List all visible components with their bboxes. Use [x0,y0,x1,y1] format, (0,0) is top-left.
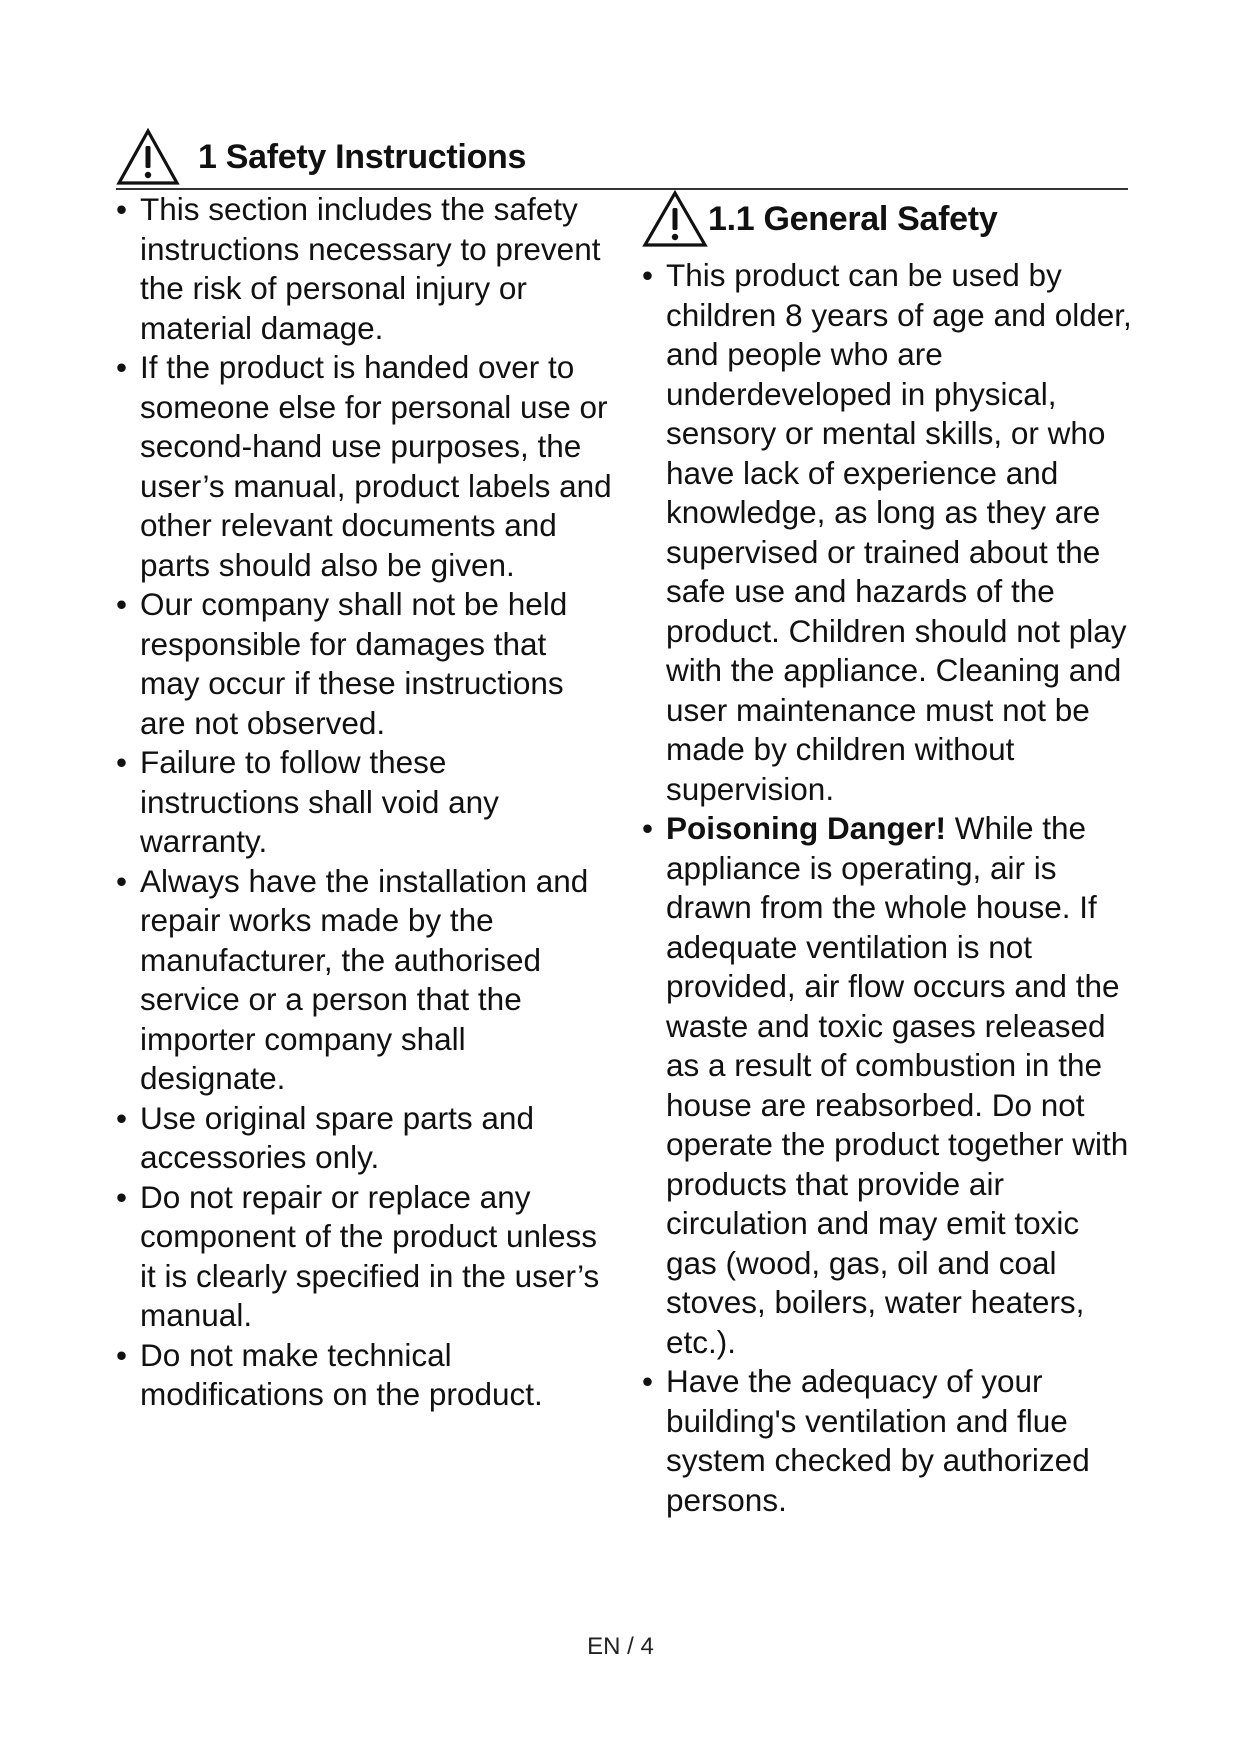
page-number: EN / 4 [587,1633,654,1660]
list-item: • If the product is handed over to someone else for personal use or second-hand use purposes, the user’s manual, product labels and other relevant documents and parts should also be given. [116,348,612,585]
list-item [642,809,1132,1362]
list-item: • Do not repair or replace any component of the product unless it is clearly specified in the user’s manual. [116,1178,612,1336]
subsection-header [642,190,1132,256]
left-bullet-list [116,190,612,1415]
subsection-title: 1.1 General Safety [708,200,998,238]
list-item [642,256,1132,809]
warning-triangle-icon [642,190,708,248]
list-item: • Always have the installation and repair works made by the manufacturer, the authorised service or a person that the importer company shall designate. [116,862,612,1099]
list-item: • Use original spare parts and accessories only. [116,1099,612,1178]
section-title: 1 Safety Instructions [198,138,527,176]
right-bullet-list [642,256,1132,1520]
list-item: • This section includes the safety instructions necessary to prevent the risk of personal injury or material damage. [116,190,612,348]
list-item-text: While the appliance is operating, air is drawn from the whole house. If adequate ventilation is not provided, air flow occurs and the waste and toxic gases released as a result of combustion in the house are reabsorbed. Do not operate the product together with products that provide air circulation and may emit toxic gas (wood, gas, oil and coal stoves, boilers, water heaters, etc.). [666,810,1129,1360]
list-item: • Do not make technical modifications on the product. [116,1336,612,1415]
left-column [116,190,612,1415]
list-item-text: This product can be used by children 8 years of age and older, and people who are underdeveloped in physical, sensory or mental skills, or who have lack of experience and knowledge, as long as they are supervised or trained about the safe use and hazards of the product. Children should not play with the appliance. Cleaning and user maintenance must not be made by children without supervision. [666,257,1132,807]
section-header [116,128,1128,190]
list-item: • Our company shall not be held responsible for damages that may occur if these instructions are not observed. [116,585,612,743]
poisoning-danger-label: Poisoning Danger! [666,810,947,846]
list-item: • Failure to follow these instructions shall void any warranty. [116,743,612,862]
warning-triangle-icon [116,128,180,186]
right-column [642,190,1132,1520]
list-item-text: Have the adequacy of your building's ventilation and flue system checked by authorized persons. [666,1363,1090,1518]
list-item [642,1362,1132,1520]
